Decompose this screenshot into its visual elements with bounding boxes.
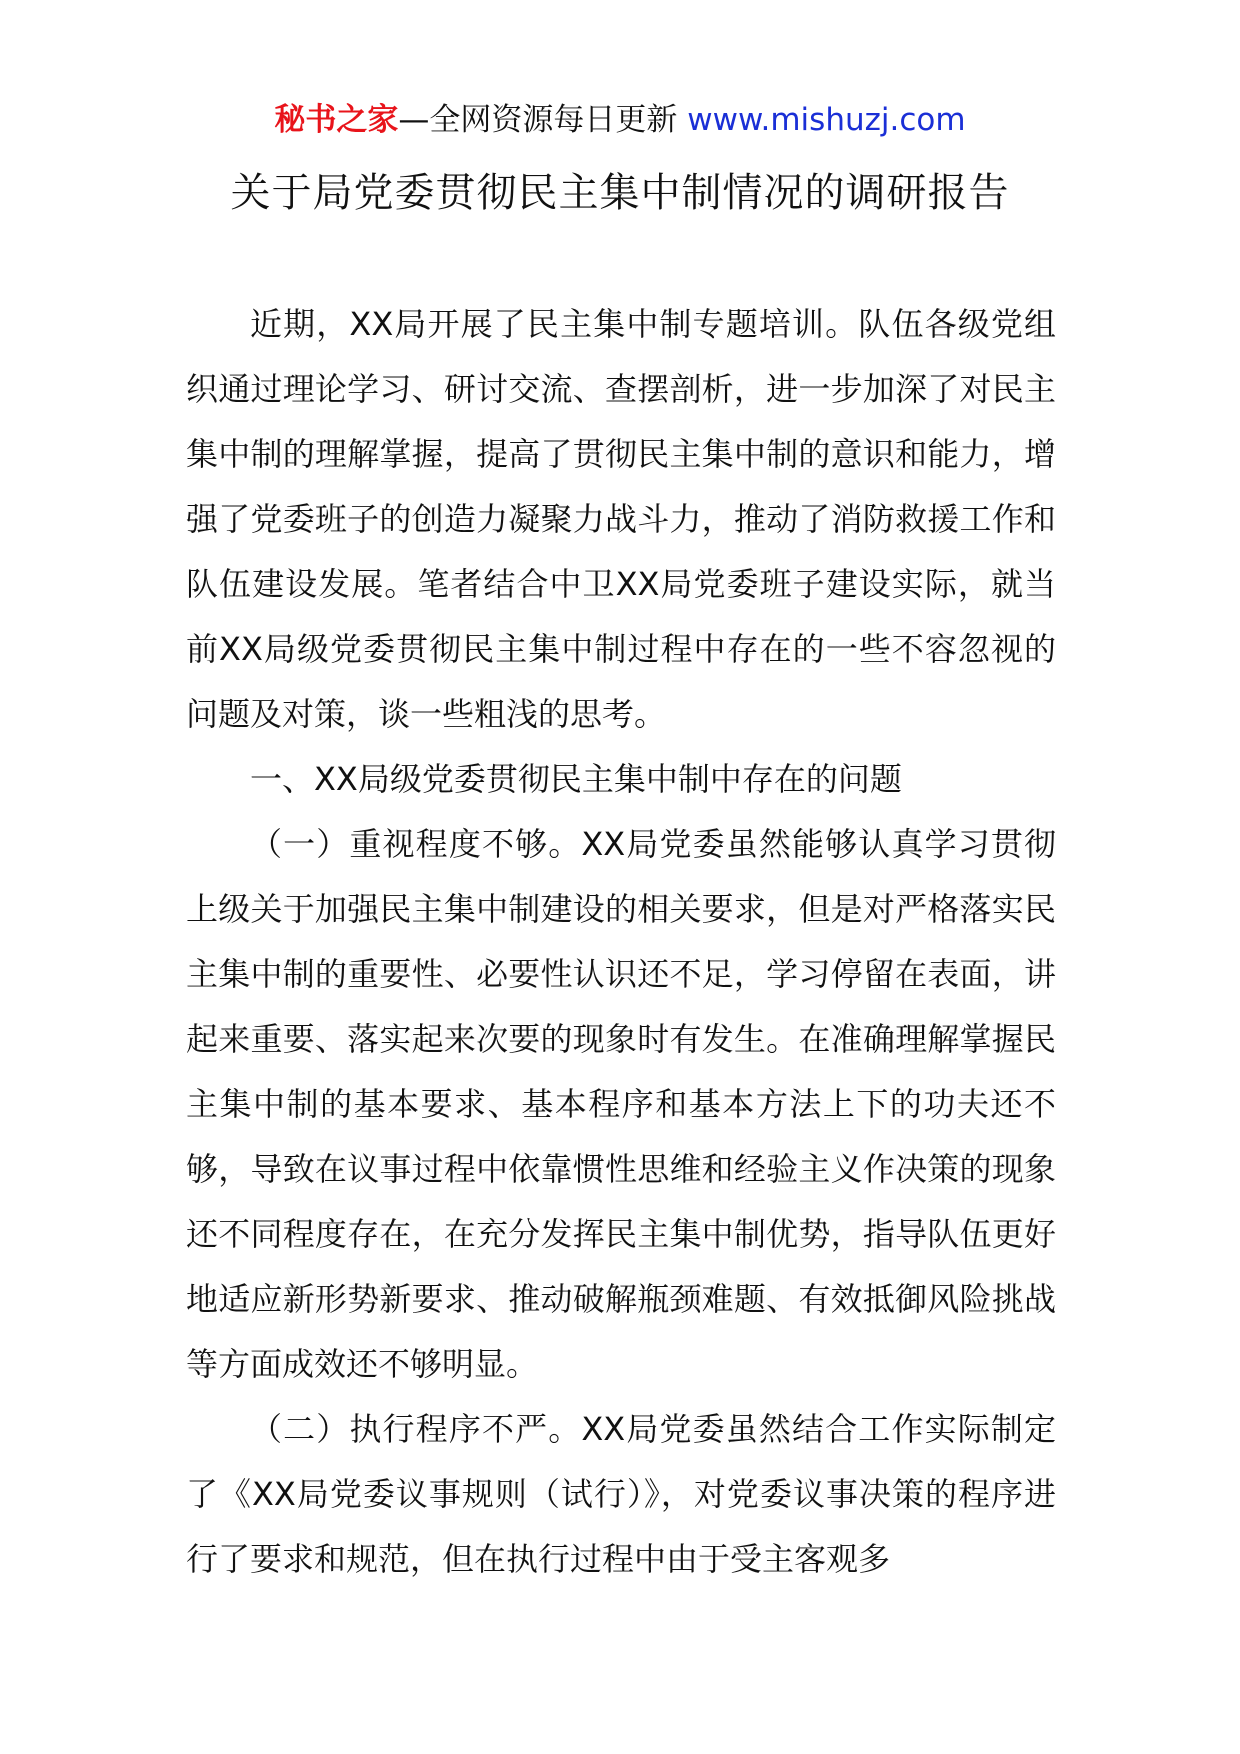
- site-slogan: —全网资源每日更新: [398, 102, 688, 138]
- paragraph-issue-1: （一）重视程度不够。XX局党委虽然能够认真学习贯彻上级关于加强民主集中制建设的相关要求，但是对严格落实民主集中制的重要性、必要性认识还不足，学习停留在表面，讲起来重要、落实起来次要的现象时有发生。在准确理解掌握民主集中制的基本要求、基本程序和基本方法上下的功夫还不够，导致在议事过程中依靠惯性思维和经验主义作决策的现象还不同程度存在，在充分发挥民主集中制优势，指导队伍更好地适应新形势新要求、推动破解瓶颈难题、有效抵御风险挑战等方面成效还不够明显。: [186, 825, 1056, 1383]
- document-body: [186, 292, 1056, 1592]
- document-title: 关于局党委贯彻民主集中制情况的调研报告: [230, 170, 1010, 216]
- paragraph-issue-2: （二）执行程序不严。XX局党委虽然结合工作实际制定了《XX局党委议事规则（试行）》，对党委议事决策的程序进行了要求和规范，但在执行过程中由于受主客观多: [186, 1410, 1056, 1578]
- site-header: [0, 100, 1240, 140]
- site-brand: 秘书之家: [274, 102, 399, 138]
- section-heading: 一、XX局级党委贯彻民主集中制中存在的问题: [250, 760, 902, 798]
- site-url[interactable]: www.mishuzj.com: [687, 102, 966, 138]
- paragraph-intro: 近期，XX局开展了民主集中制专题培训。队伍各级党组织通过理论学习、研讨交流、查摆剖析，进一步加深了对民主集中制的理解掌握，提高了贯彻民主集中制的意识和能力，增强了党委班子的创造力凝聚力战斗力，推动了消防救援工作和队伍建设发展。笔者结合中卫XX局党委班子建设实际，就当前XX局级党委贯彻民主集中制过程中存在的一些不容忽视的问题及对策，谈一些粗浅的思考。: [186, 305, 1056, 733]
